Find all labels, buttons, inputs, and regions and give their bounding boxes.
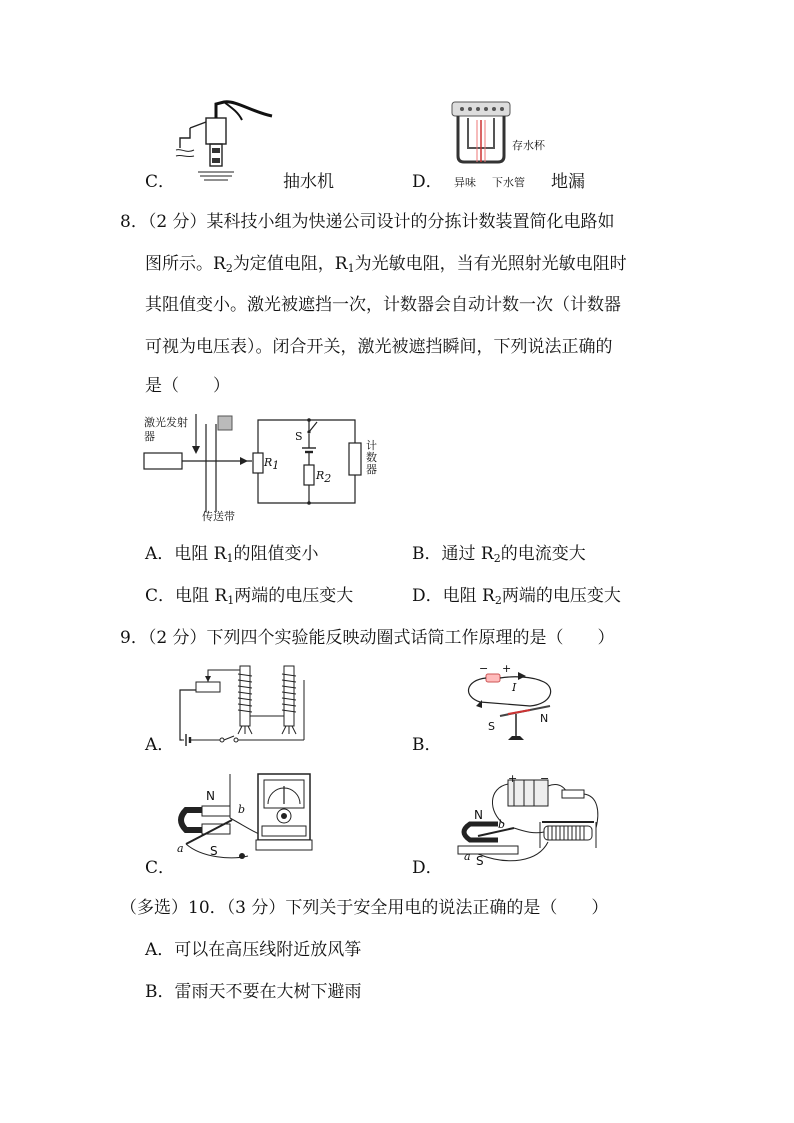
q8-option-d[interactable]: D．电阻 $R_2$两端的电压变大: [412, 586, 621, 607]
q9-figure-b: [460, 662, 570, 750]
q9b-minus: −: [479, 662, 489, 675]
q10-option-a[interactable]: A．可以在高压线附近放风筝: [145, 940, 362, 960]
q9d-b: b: [498, 818, 506, 831]
q10-option-b[interactable]: B．雷雨天不要在大树下避雨: [145, 982, 362, 1002]
q9-option-a[interactable]: A．: [145, 735, 175, 755]
q8-stem-line3: 其阻值变小。激光被遮挡一次，计数器会自动计数一次（计数器: [145, 295, 621, 315]
q8-option-b[interactable]: B．通过 $R_2$的电流变大: [412, 544, 586, 565]
switch-label: S: [295, 430, 303, 443]
q9-option-c[interactable]: C．: [145, 858, 176, 878]
q9d-s: S: [476, 854, 484, 868]
q9c-b: b: [238, 803, 246, 816]
q9b-s: S: [488, 720, 495, 733]
floor-drain-figure: [448, 100, 558, 192]
q8-option-a[interactable]: A．电阻 $R_1$的阻值变小: [145, 544, 319, 565]
pump-figure: [172, 98, 282, 188]
sorting-counter-circuit: [140, 410, 390, 525]
laser-label: 激光发射 器: [144, 416, 199, 443]
q9c-n: N: [206, 789, 215, 803]
floor-drain-odor-label: 异味: [454, 176, 476, 189]
q9-stem: 9．（2 分）下列四个实验能反映动圈式话筒工作原理的是（ ）: [120, 628, 615, 648]
q9b-n: N: [540, 712, 549, 725]
q7-option-c-caption: 抽水机: [283, 172, 334, 192]
q9-option-b[interactable]: B．: [412, 735, 442, 755]
q9-figure-d: [448, 772, 608, 872]
counter-label: 计数器: [366, 439, 377, 476]
q9d-a: a: [464, 850, 471, 863]
q9-option-d[interactable]: D．: [412, 858, 443, 878]
q9-figure-c: [172, 770, 322, 870]
q9c-s: S: [210, 844, 218, 858]
q7-option-d-letter: D．: [412, 172, 443, 192]
q9d-plus: +: [508, 772, 518, 785]
floor-drain-pipe-label: 下水管: [492, 176, 525, 189]
q8-stem-line4: 可视为电压表）。闭合开关，激光被遮挡瞬间，下列说法正确的: [145, 337, 613, 357]
q8-stem-line1: 8．（2 分）某科技小组为快递公司设计的分拣计数装置简化电路如: [120, 212, 615, 232]
q9b-current: I: [512, 681, 517, 694]
q9-figure-a: [172, 660, 312, 750]
q8-stem-line5: 是（ ）: [145, 376, 230, 396]
r2-label: $R_2$: [316, 469, 332, 485]
belt-label: 传送带: [202, 510, 235, 523]
q9d-minus: −: [540, 772, 550, 785]
q9b-plus: +: [502, 662, 512, 675]
q8-stem-line2: 图所示。$R_2$为定值电阻，$R_1$为光敏电阻，当有光照射光敏电阻时: [145, 254, 627, 275]
q7-option-d-caption: 地漏: [551, 172, 585, 192]
q7-option-c-letter: C．: [145, 172, 176, 192]
q9c-a: a: [177, 842, 184, 855]
q10-stem: （多选）10．（3 分）下列关于安全用电的说法正确的是（ ）: [120, 898, 609, 918]
floor-drain-cup-label: 存水杯: [512, 139, 545, 152]
r1-label: $R_1$: [264, 456, 280, 472]
q8-option-c[interactable]: C．电阻 $R_1$两端的电压变大: [145, 586, 354, 607]
q9d-n: N: [474, 808, 483, 822]
